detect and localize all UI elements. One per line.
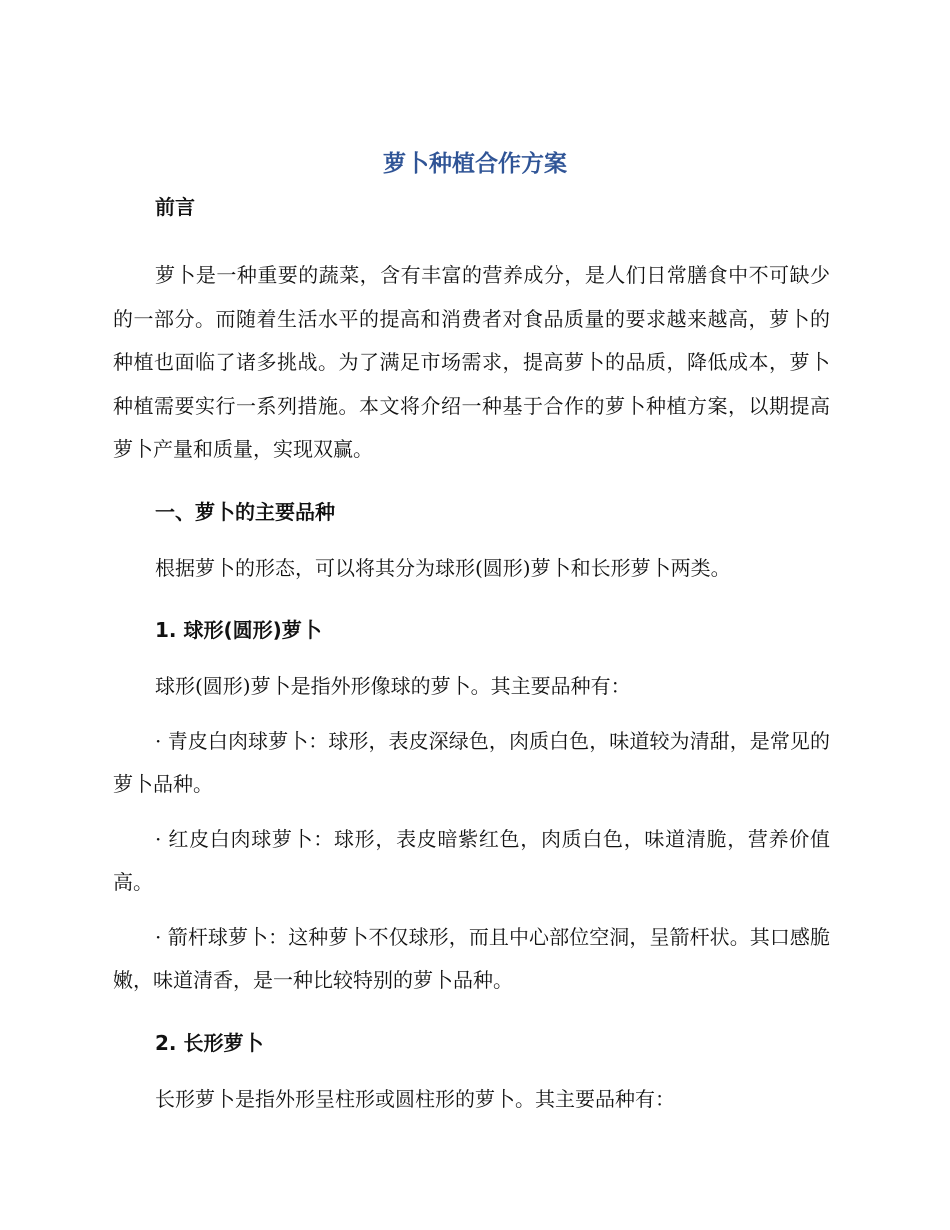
section1-heading: 一、萝卜的主要品种 (155, 499, 335, 524)
sub2-heading: 2. 长形萝卜 (155, 1030, 264, 1055)
intro-heading: 前言 (155, 195, 195, 219)
bullet-item: · 红皮白肉球萝卜：球形，表皮暗紫红色，肉质白色，味道清脆，营养价值高。 (113, 826, 830, 894)
bullet-item: · 青皮白肉球萝卜：球形，表皮深绿色，肉质白色，味道较为清甜，是常见的萝卜品种。 (113, 728, 830, 796)
document-title: 萝卜种植合作方案 (383, 151, 567, 177)
sub2-paragraph: 长形萝卜是指外形呈柱形或圆柱形的萝卜。其主要品种有： (155, 1086, 675, 1111)
sub1-paragraph: 球形(圆形)萝卜是指外形像球的萝卜。其主要品种有： (155, 674, 631, 698)
bullet-item: · 箭杆球萝卜：这种萝卜不仅球形，而且中心部位空洞，呈箭杆状。其口感脆嫩，味道清香，是一种比较特别的萝卜品种。 (113, 924, 830, 992)
section1-paragraph: 根据萝卜的形态，可以将其分为球形(圆形)萝卜和长形萝卜两类。 (155, 555, 731, 580)
sub1-heading: 1. 球形(圆形)萝卜 (155, 618, 322, 642)
intro-paragraph: 萝卜是一种重要的蔬菜，含有丰富的营养成分，是人们日常膳食中不可缺少的一部分。而随着生活水平的提高和消费者对食品质量的要求越来越高，萝卜的种植也面临了诸多挑战。为了满足市场需求，提高萝卜的品质，降低成本，萝卜种植需要实行一系列措施。本文将介绍一种基于合作的萝卜种植方案，以期提高萝卜产量和质量，实现双赢。 (113, 263, 830, 461)
document-body (113, 192, 830, 1121)
